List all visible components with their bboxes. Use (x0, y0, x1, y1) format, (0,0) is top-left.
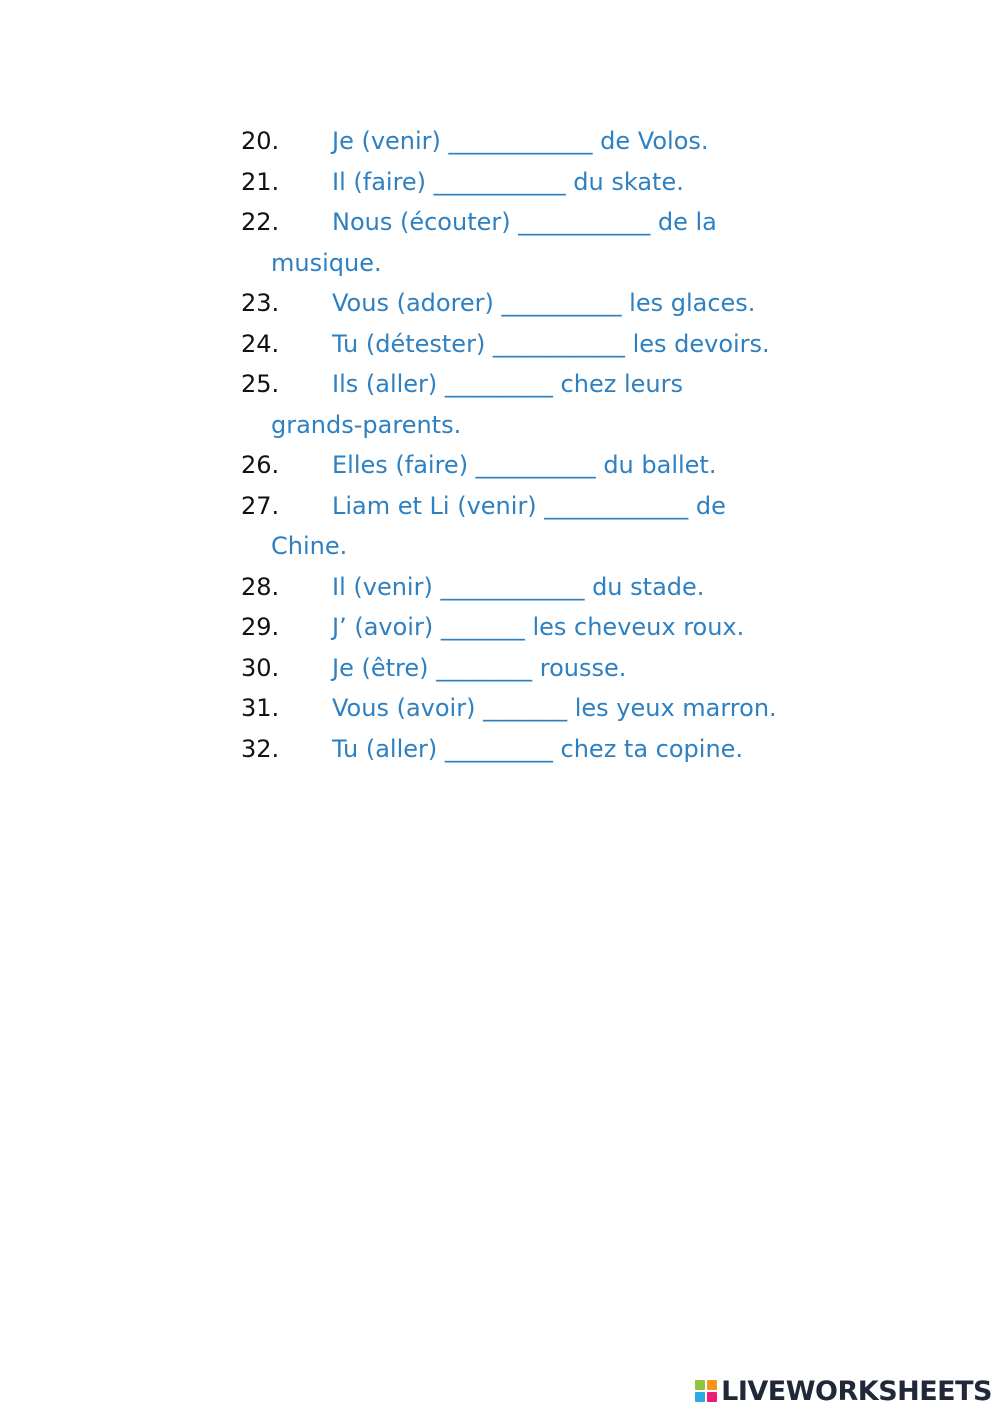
logo-square (707, 1392, 717, 1402)
exercise-sentence: Tu (détester) ___________ les devoirs. (332, 329, 770, 358)
exercise-item-continuation (241, 405, 881, 446)
exercise-sentence: J’ (avoir) _______ les cheveux roux. (332, 613, 745, 641)
exercise-item (241, 202, 881, 243)
exercise-number: 29. (241, 613, 280, 641)
exercise-item (241, 567, 881, 608)
exercise-sentence: Je (être) ________ rousse. (332, 653, 627, 682)
exercise-item (241, 121, 881, 162)
exercise-item (241, 364, 881, 405)
exercise-sentence-continuation: Chine. (271, 532, 348, 560)
exercise-item (241, 486, 881, 527)
exercise-number: 23. (241, 289, 280, 317)
exercise-item (241, 162, 881, 203)
exercise-item (241, 607, 881, 648)
exercise-number: 24. (241, 329, 280, 358)
exercise-sentence: Ils (aller) _________ chez leurs (332, 370, 683, 398)
logo-square (695, 1392, 705, 1402)
exercise-item-continuation (241, 243, 881, 284)
liveworksheets-branding (695, 1373, 992, 1409)
exercise-number: 30. (241, 653, 280, 682)
brand-name: LIVEWORKSHEETS (721, 1375, 992, 1407)
exercise-item (241, 324, 881, 365)
exercise-number: 25. (241, 370, 280, 398)
exercise-sentence: Elles (faire) __________ du ballet. (332, 451, 717, 479)
exercise-sentence: Vous (adorer) __________ les glaces. (332, 289, 756, 317)
liveworksheets-logo-icon (695, 1380, 717, 1402)
exercise-sentence: Nous (écouter) ___________ de la (332, 208, 717, 236)
exercise-sentence: Tu (aller) _________ chez ta copine. (332, 734, 744, 763)
exercise-sentence: Je (venir) ____________ de Volos. (332, 127, 709, 155)
exercise-number: 31. (241, 694, 280, 722)
exercise-item (241, 445, 881, 486)
exercise-item (241, 688, 881, 729)
logo-square (695, 1380, 705, 1390)
exercise-number: 22. (241, 208, 280, 236)
exercise-item (241, 729, 881, 770)
exercise-sentence-continuation: grands-parents. (271, 410, 462, 439)
exercise-sentence: Vous (avoir) _______ les yeux marron. (332, 694, 777, 722)
exercise-sentence-continuation: musique. (271, 248, 382, 277)
exercise-item (241, 283, 881, 324)
exercise-item-continuation (241, 526, 881, 567)
exercise-number: 32. (241, 734, 280, 763)
exercise-number: 26. (241, 451, 280, 479)
exercise-number: 28. (241, 572, 280, 601)
exercise-number: 21. (241, 167, 280, 196)
exercise-sentence: Il (faire) ___________ du skate. (332, 167, 684, 196)
worksheet-exercise-list (241, 121, 881, 769)
exercise-number: 20. (241, 127, 280, 155)
exercise-number: 27. (241, 491, 280, 520)
exercise-sentence: Liam et Li (venir) ____________ de (332, 491, 726, 520)
exercise-sentence: Il (venir) ____________ du stade. (332, 572, 705, 601)
exercise-item (241, 648, 881, 689)
logo-square (707, 1380, 717, 1390)
